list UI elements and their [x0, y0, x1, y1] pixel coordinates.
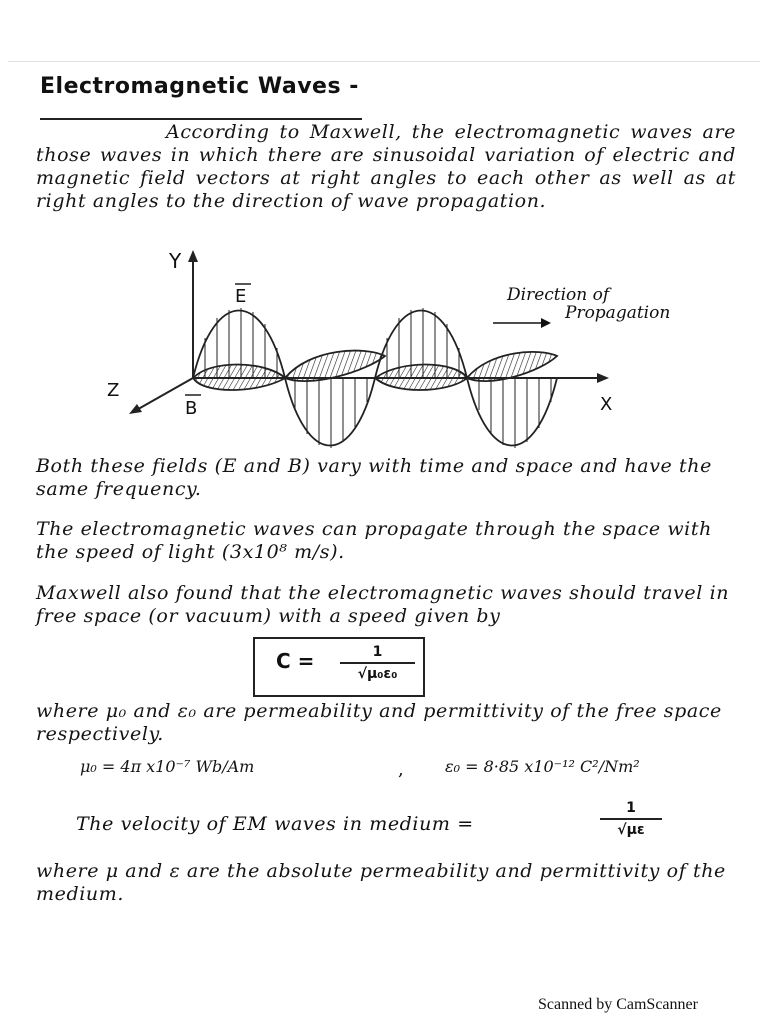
y-axis-label: Y	[169, 249, 182, 273]
velocity-text: The velocity of EM waves in medium =	[76, 813, 474, 835]
direction-label-line1: Direction of	[507, 285, 610, 305]
x-axis-label: X	[600, 394, 613, 415]
intro-text: According to Maxwell, the electromagnetic waves are those waves in which there are sinusoidal variation of electric and magnetic field vectors at right angles to each other as well as at right angles to the direction of wave propagation.	[36, 121, 736, 212]
velocity-denominator: √με	[617, 822, 645, 838]
e-vector-label: E	[235, 286, 247, 307]
x-axis-arrow	[597, 373, 609, 383]
velocity-numerator: 1	[626, 800, 636, 816]
formula-denominator: √μ₀ε₀	[357, 666, 398, 682]
formula-fraction	[340, 644, 415, 682]
z-axis-label: Z	[107, 380, 120, 401]
eps0-constant: ε₀ = 8·85 x10⁻¹² C²/Nm²	[445, 757, 640, 776]
speed-paragraph: The electromagnetic waves can propagate through the space with the speed of light (3x10⁸ m/s).	[36, 518, 712, 563]
title-underline	[40, 118, 362, 120]
z-axis	[133, 378, 193, 412]
page-edge-line	[8, 61, 760, 62]
fields-paragraph: Both these fields (E and B) vary with time and space and have the same frequency.	[36, 455, 712, 500]
constants-separator: ,	[398, 759, 404, 780]
camscanner-watermark: Scanned by CamScanner	[538, 996, 698, 1013]
intro-paragraph	[36, 121, 736, 213]
direction-arrow-head	[541, 318, 551, 328]
b-vector-label: B	[185, 398, 198, 419]
medium-paragraph: where μ and ε are the absolute permeability and permittivity of the medium.	[36, 860, 726, 905]
formula-lhs: C =	[276, 649, 315, 673]
direction-label-line2: Propagation	[565, 303, 671, 323]
y-axis-arrow	[188, 250, 198, 262]
where-paragraph: where μ₀ and ε₀ are permeability and permittivity of the free space respectively.	[36, 700, 722, 745]
velocity-fraction-bar	[600, 818, 662, 820]
z-axis-arrow	[129, 404, 142, 414]
formula-numerator: 1	[372, 644, 383, 660]
mu0-constant: μ₀ = 4π x10⁻⁷ Wb/Am	[80, 757, 255, 776]
page-title: Electromagnetic Waves -	[40, 74, 359, 99]
maxwell-paragraph: Maxwell also found that the electromagnetic waves should travel in free space (or vacuum) with a speed given by	[36, 582, 730, 627]
em-wave-diagram	[95, 248, 671, 448]
formula-fraction-bar	[340, 662, 415, 664]
velocity-fraction	[600, 800, 662, 838]
